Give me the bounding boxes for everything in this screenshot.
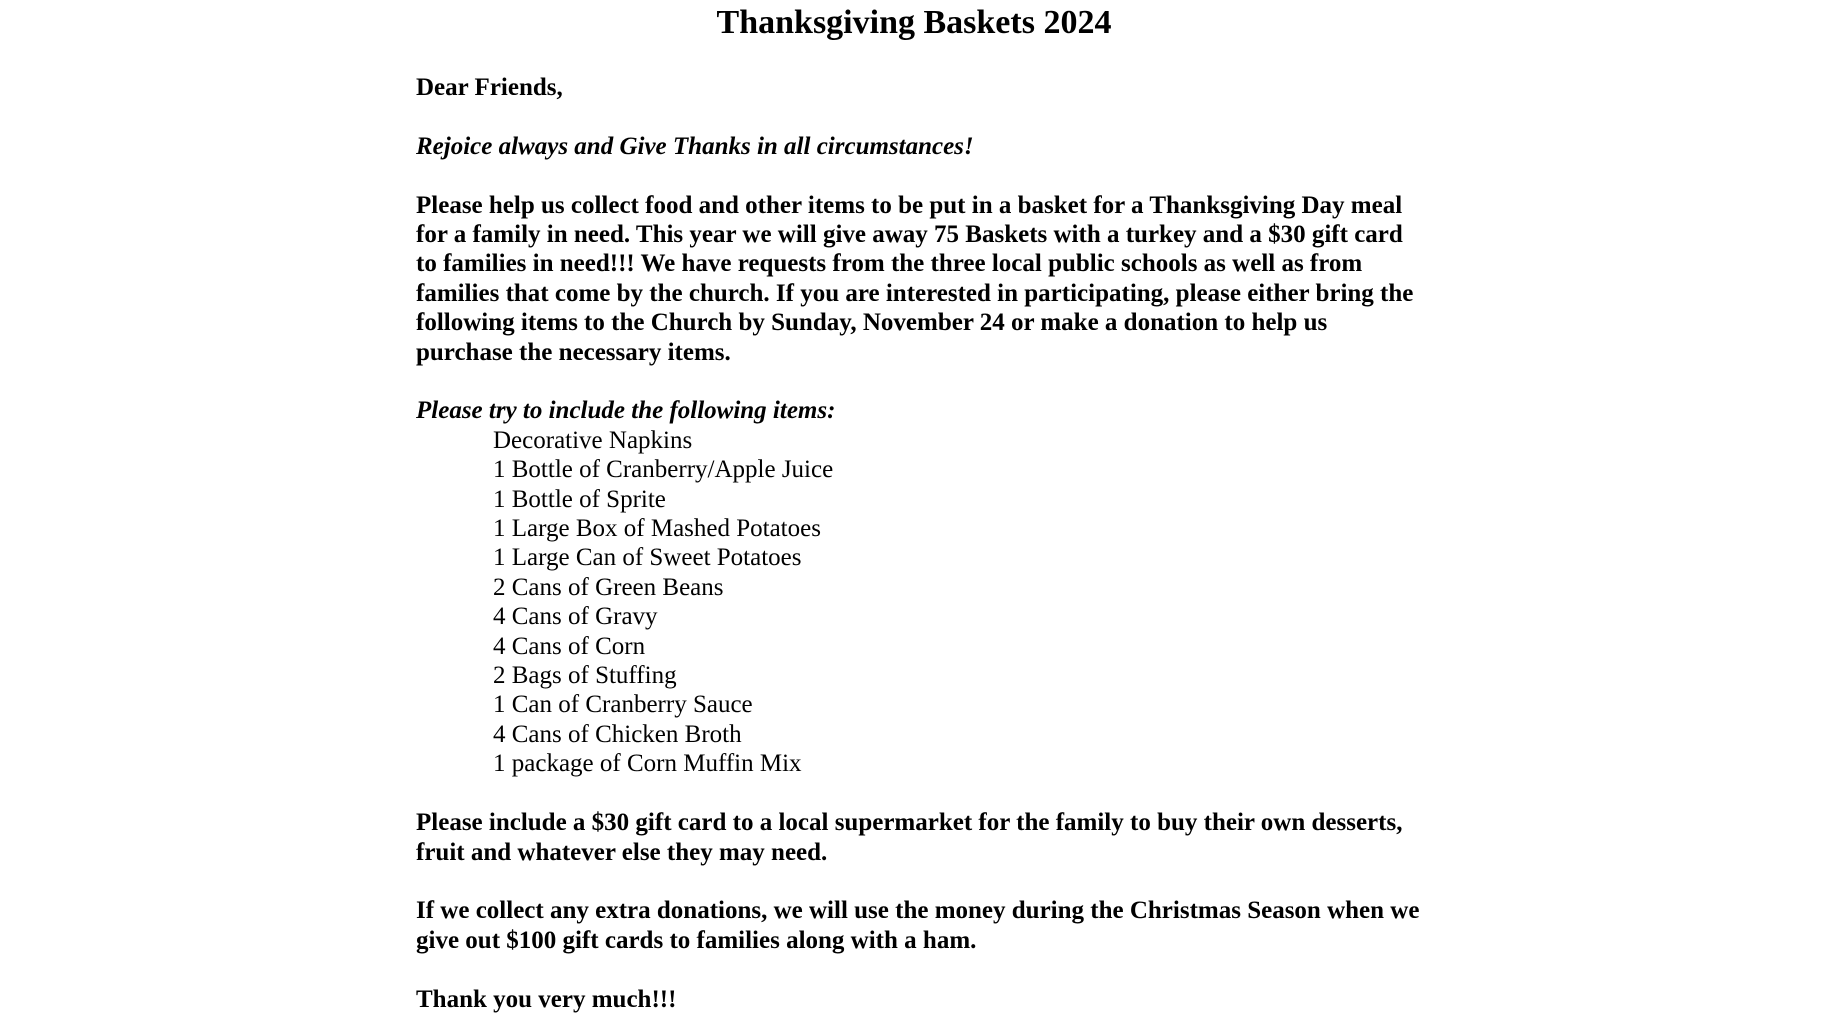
extra-donations-paragraph: If we collect any extra donations, we will use the money during the Christmas Season when we give out $100 gift cards to families along with a ham. [416,897,1420,954]
list-item: 1 Large Box of Mashed Potatoes [493,515,821,543]
verse: Rejoice always and Give Thanks in all circumstances! [416,132,974,160]
list-item: Decorative Napkins [493,426,693,454]
items-heading: Please try to include the following items: [416,397,836,425]
list-item: 2 Bags of Stuffing [493,662,677,690]
list-item: 1 Bottle of Cranberry/Apple Juice [493,456,834,484]
gift-card-paragraph: Please include a $30 gift card to a local supermarket for the family to buy their own desserts, fruit and whatever else they may need. [416,809,1403,866]
list-item: 1 Large Can of Sweet Potatoes [493,544,802,572]
list-item: 2 Cans of Green Beans [493,573,724,601]
list-item: 1 package of Corn Muffin Mix [493,750,802,778]
list-item: 4 Cans of Chicken Broth [493,720,742,748]
items-list [416,426,1426,779]
list-item: 4 Cans of Gravy [493,603,658,631]
salutation: Dear Friends, [416,74,563,101]
list-item: 1 Bottle of Sprite [493,485,666,513]
list-item: 1 Can of Cranberry Sauce [493,691,753,719]
document-title: Thanksgiving Baskets 2024 [716,4,1112,41]
closing-line: Thank you very much!!! [416,985,677,1013]
list-item: 4 Cans of Corn [493,632,646,660]
letter-body [416,73,1426,1014]
intro-paragraph: Please help us collect food and other items to be put in a basket for a Thanksgiving Day meal for a family in need. This year we will give away 75 Baskets with a turkey and a $30 gift card to families in need!!! We have requests from the three local public schools as well as from families that come by the church. If you are interested in participating, please either bring the following items to the Church by Sunday, November 24 or make a donation to help us purchase the necessary items. [416,191,1414,366]
